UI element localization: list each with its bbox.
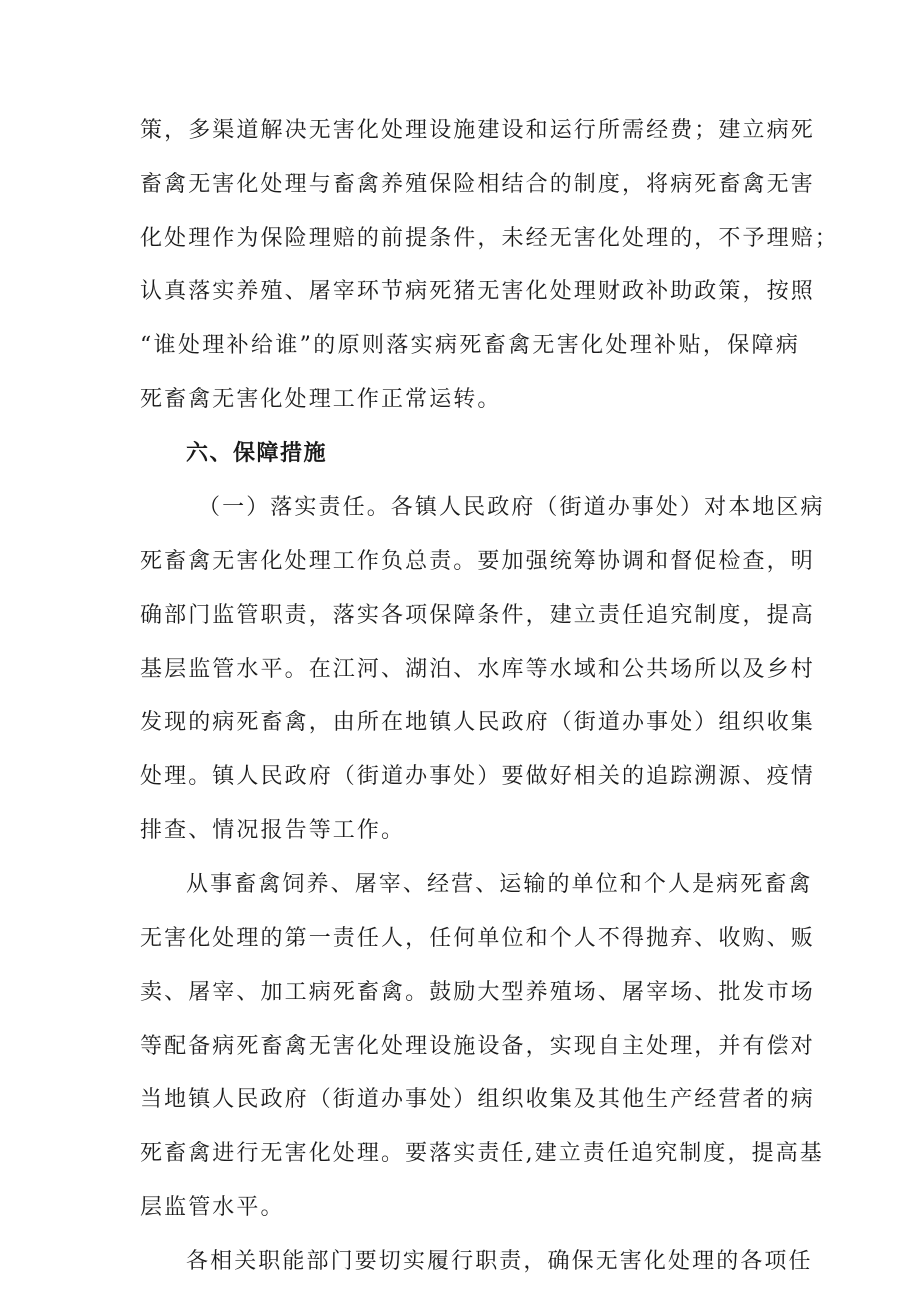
paragraph-line: 当地镇人民政府（街道办事处）组织收集及其他生产经营者的病 — [140, 1087, 815, 1112]
section-heading: 六、保障措施 — [186, 441, 328, 466]
paragraph-line: 等配备病死畜禽无害化处理设施设备，实现自主处理，并有偿对 — [140, 1034, 815, 1059]
paragraph-line: 死畜禽无害化处理工作负总责。要加强统筹协调和督促检查，明 — [140, 549, 815, 574]
paragraph-line: 策，多渠道解决无害化处理设施建设和运行所需经费；建立病死 — [140, 118, 815, 143]
paragraph-line: 卖、屠宰、加工病死畜禽。鼓励大型养殖场、屠宰场、批发市场 — [140, 980, 815, 1005]
paragraph-line: 无害化处理的第一责任人，任何单位和个人不得抛弃、收购、贩 — [140, 926, 815, 951]
paragraph-line: 死畜禽无害化处理工作正常运转。 — [140, 387, 502, 412]
paragraph-line: 从事畜禽饲养、屠宰、经营、运输的单位和个人是病死畜禽 — [186, 872, 813, 897]
paragraph-line: 化处理作为保险理赔的前提条件，未经无害化处理的，不予理赔； — [140, 226, 839, 251]
paragraph-line: 排查、情况报告等工作。 — [140, 818, 406, 843]
paragraph-line: “谁处理补给谁”的原则落实病死畜禽无害化处理补贴，保障病 — [140, 333, 800, 358]
paragraph-line: 层监管水平。 — [140, 1195, 285, 1220]
paragraph-line: 处理。镇人民政府（街道办事处）要做好相关的追踪溯源、疫情 — [140, 764, 815, 789]
paragraph-line: 死畜禽进行无害化处理。要落实责任,建立责任追究制度，提高基 — [140, 1141, 824, 1166]
paragraph-line: 基层监管水平。在江河、湖泊、水库等水域和公共场所以及乡村 — [140, 657, 815, 682]
paragraph-line: 畜禽无害化处理与畜禽养殖保险相结合的制度，将病死畜禽无害 — [140, 172, 815, 197]
paragraph-line: 发现的病死畜禽，由所在地镇人民政府（街道办事处）组织收集 — [140, 710, 815, 735]
paragraph-line: （一）落实责任。各镇人民政府（街道办事处）对本地区病 — [198, 495, 825, 520]
paragraph-line: 认真落实养殖、屠宰环节病死猪无害化处理财政补助政策，按照 — [140, 279, 815, 304]
paragraph-line: 确部门监管职责，落实各项保障条件，建立责任追究制度，提高 — [140, 603, 815, 628]
paragraph-line: 各相关职能部门要切实履行职责，确保无害化处理的各项任 — [186, 1249, 813, 1274]
